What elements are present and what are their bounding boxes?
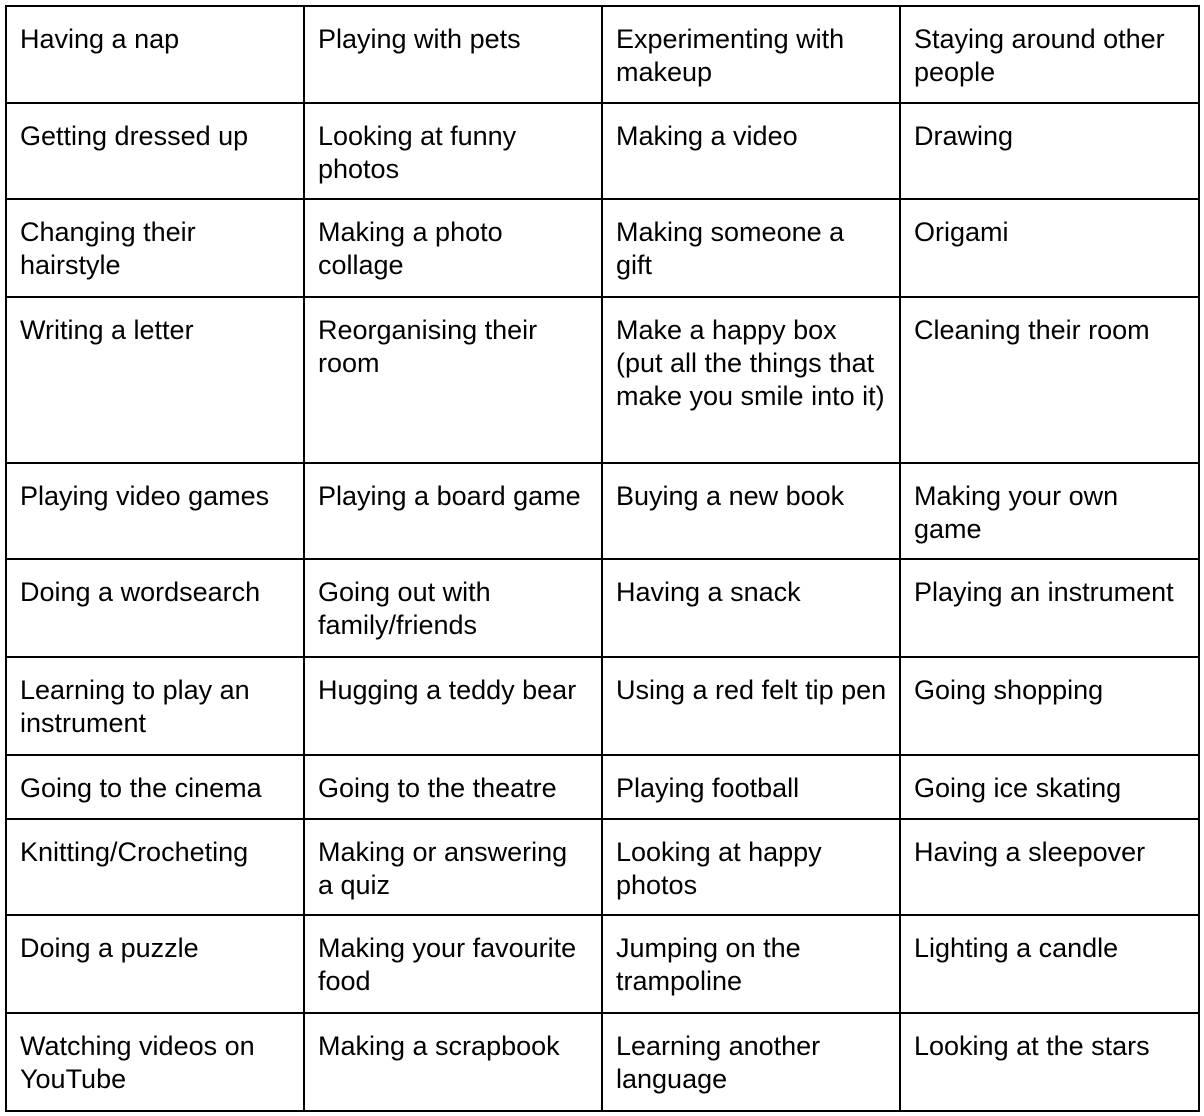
- table-cell: Making your favourite food: [304, 915, 602, 1013]
- table-row: [6, 819, 1199, 915]
- table-row: [6, 1013, 1199, 1111]
- table-cell: Playing a board game: [304, 463, 602, 559]
- table-cell: Reorganising their room: [304, 297, 602, 463]
- table-cell: Getting dressed up: [6, 103, 304, 199]
- table-cell: Playing an instrument: [900, 559, 1199, 657]
- table-cell: Knitting/Crocheting: [6, 819, 304, 915]
- table-row: [6, 199, 1199, 297]
- table-cell: Making or answering a quiz: [304, 819, 602, 915]
- table-cell: Having a nap: [6, 6, 304, 103]
- table-cell: Doing a wordsearch: [6, 559, 304, 657]
- table-row: [6, 463, 1199, 559]
- table-row: [6, 103, 1199, 199]
- table-cell: Experimenting with makeup: [602, 6, 900, 103]
- table-cell: Going to the cinema: [6, 755, 304, 819]
- table-cell: Making a photo collage: [304, 199, 602, 297]
- table-row: [6, 755, 1199, 819]
- table-cell: Make a happy box (put all the things that make you smile into it): [602, 297, 900, 463]
- table-cell: Making a scrapbook: [304, 1013, 602, 1111]
- table-cell: Playing football: [602, 755, 900, 819]
- table-cell: Hugging a teddy bear: [304, 657, 602, 755]
- table-cell: Playing video games: [6, 463, 304, 559]
- table-cell: Having a sleepover: [900, 819, 1199, 915]
- table-cell: Going ice skating: [900, 755, 1199, 819]
- table-cell: Going shopping: [900, 657, 1199, 755]
- table-cell: Jumping on the trampoline: [602, 915, 900, 1013]
- table-cell: Writing a letter: [6, 297, 304, 463]
- table-cell: Making a video: [602, 103, 900, 199]
- table-cell: Buying a new book: [602, 463, 900, 559]
- activities-table: [5, 5, 1200, 1112]
- table-cell: Lighting a candle: [900, 915, 1199, 1013]
- table-cell: Changing their hairstyle: [6, 199, 304, 297]
- table-cell: Going to the theatre: [304, 755, 602, 819]
- table-row: [6, 657, 1199, 755]
- table-cell: Cleaning their room: [900, 297, 1199, 463]
- table-cell: Learning to play an instrument: [6, 657, 304, 755]
- table-cell: Drawing: [900, 103, 1199, 199]
- table-row: [6, 297, 1199, 463]
- table-row: [6, 915, 1199, 1013]
- table-cell: Looking at the stars: [900, 1013, 1199, 1111]
- table-cell: Playing with pets: [304, 6, 602, 103]
- table-cell: Looking at funny photos: [304, 103, 602, 199]
- table-row: [6, 559, 1199, 657]
- table-cell: Learning another language: [602, 1013, 900, 1111]
- table-cell: Doing a puzzle: [6, 915, 304, 1013]
- table-cell: Having a snack: [602, 559, 900, 657]
- table-cell: Looking at happy photos: [602, 819, 900, 915]
- table-cell: Making your own game: [900, 463, 1199, 559]
- table-cell: Watching videos on YouTube: [6, 1013, 304, 1111]
- table-cell: Going out with family/friends: [304, 559, 602, 657]
- table-cell: Staying around other people: [900, 6, 1199, 103]
- table-row: [6, 6, 1199, 103]
- table-cell: Making someone a gift: [602, 199, 900, 297]
- table-cell: Origami: [900, 199, 1199, 297]
- table-cell: Using a red felt tip pen: [602, 657, 900, 755]
